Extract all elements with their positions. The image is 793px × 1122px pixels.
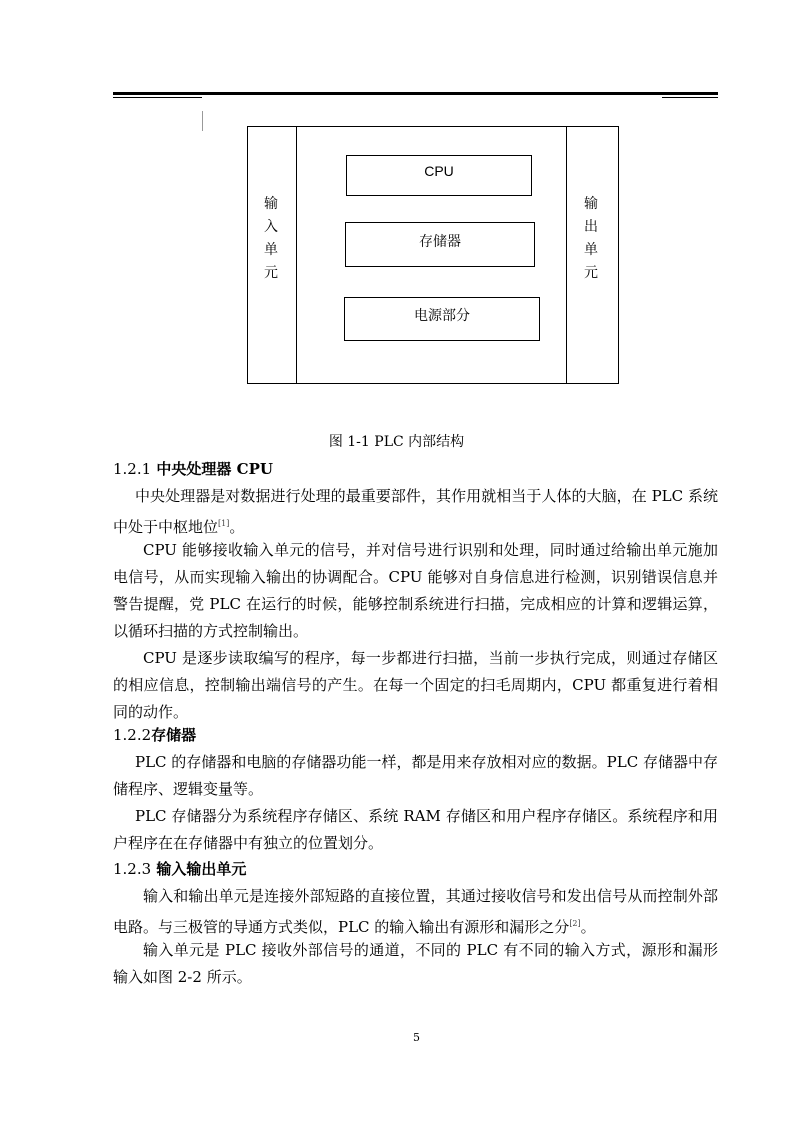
- paragraph-text: 中央处理器是对数据进行处理的最重要部件，其作用就相当于人体的大脑，在 PLC 系统中处于中枢地位: [113, 487, 718, 536]
- section-number: 1.2.3: [113, 860, 152, 878]
- section-heading: [113, 856, 246, 883]
- section-number: 1.2.1: [113, 460, 152, 478]
- output-unit-label: 输出单元: [584, 196, 598, 281]
- citation: [1]: [218, 519, 230, 528]
- memory-box: 存储器: [345, 222, 535, 267]
- paragraph-tail: 。: [229, 518, 245, 536]
- header-rule-right: [662, 97, 718, 98]
- paragraph: PLC 的存储器和电脑的存储器功能一样，都是用来存放相对应的数据。PLC 存储器中存储程序、逻辑变量等。: [113, 753, 718, 798]
- input-unit-label: 输入单元: [264, 196, 278, 281]
- paragraph: PLC 存储器分为系统程序存储区、系统 RAM 存储区和用户程序存储区。系统程序和用户程序在在存储器中有独立的位置划分。: [113, 807, 718, 852]
- section-title: 中央处理器 CPU: [156, 460, 273, 478]
- section-title: 输入输出单元: [156, 860, 247, 878]
- output-unit-column: [566, 126, 619, 384]
- header-rule-left: [113, 97, 202, 98]
- header-rule: [113, 92, 718, 95]
- section-heading: [113, 722, 196, 749]
- section-heading: [113, 456, 273, 483]
- paragraph: [113, 483, 718, 541]
- page-number: 5: [413, 1031, 420, 1044]
- paragraph: CPU 是逐步读取编写的程序，每一步都进行扫描，当前一步执行完成，则通过存储区的相应信息，控制输出端信号的产生。在每一个固定的扫毛周期内，CPU 都重复进行着相同的动作。: [113, 649, 718, 721]
- paragraph-tail: 。: [580, 918, 596, 936]
- paragraph: 输入单元是 PLC 接收外部信号的通道，不同的 PLC 有不同的输入方式，源形和漏形输入如图 2-2 所示。: [113, 941, 718, 986]
- paragraph-text: 输入和输出单元是连接外部短路的直接位置，其通过接收信号和发出信号从而控制外部电路。与三极管的导通方式类似，PLC 的输入输出有源形和漏形之分: [113, 887, 718, 936]
- section-title: 存储器: [151, 726, 197, 744]
- input-unit-column: [247, 126, 297, 384]
- section-number: 1.2.2: [113, 726, 152, 744]
- citation: [2]: [569, 919, 581, 928]
- text-cursor: [202, 111, 203, 131]
- figure-caption: 图 1-1 PLC 内部结构: [328, 434, 465, 450]
- cpu-box: CPU: [346, 155, 532, 196]
- paragraph: [113, 883, 718, 941]
- paragraph: CPU 能够接收输入单元的信号，并对信号进行识别和处理，同时通过给输出单元施加电信号，从而实现输入输出的协调配合。CPU 能够对自身信息进行检测，识别错误信息并警告提醒，党 PLC 在运行的时候，能够控制系统进行扫描，完成相应的计算和逻辑运算，以循环扫描的方式控制输出。: [113, 541, 718, 640]
- power-box: 电源部分: [344, 297, 540, 341]
